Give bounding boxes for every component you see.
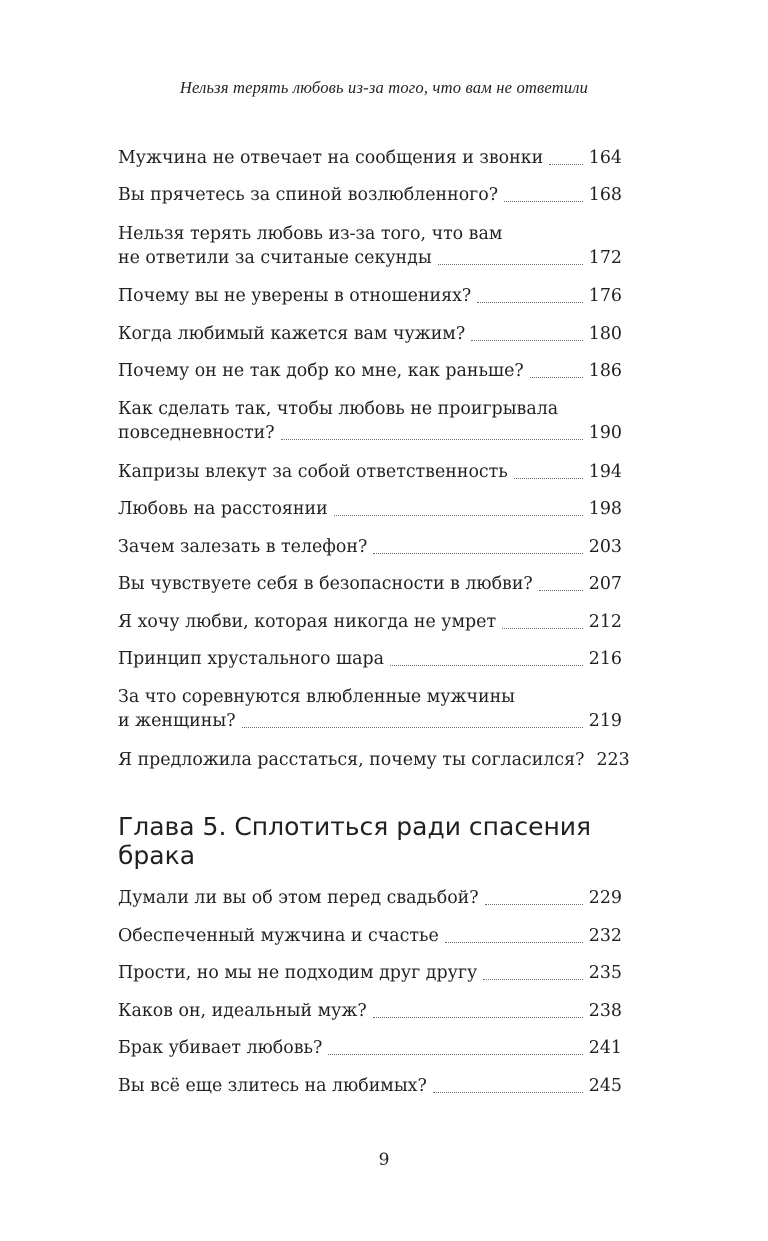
toc-entry-title: Капризы влекут за собой ответственность bbox=[118, 462, 508, 482]
dot-leader bbox=[373, 553, 583, 554]
toc-entry[interactable] bbox=[118, 359, 622, 383]
chapter-heading bbox=[118, 812, 638, 870]
toc-entry-page: 168 bbox=[588, 185, 622, 205]
toc-entry-page: 172 bbox=[588, 248, 622, 268]
toc-entry-title: Принцип хрустального шара bbox=[118, 649, 384, 669]
toc-entry[interactable] bbox=[118, 999, 622, 1023]
dot-leader bbox=[530, 377, 583, 378]
toc-entry-page: 190 bbox=[588, 423, 622, 443]
dot-leader bbox=[471, 340, 583, 341]
toc-entry[interactable] bbox=[118, 924, 622, 948]
toc-entry[interactable] bbox=[118, 460, 622, 484]
dot-leader bbox=[504, 201, 583, 202]
toc-entry-title: и женщины? bbox=[118, 711, 236, 731]
toc-entry-page: 219 bbox=[588, 711, 622, 731]
toc-entry-title-line1: Как сделать так, чтобы любовь не проигрывала bbox=[118, 399, 559, 419]
toc-entry-title: Я хочу любви, которая никогда не умрет bbox=[118, 612, 497, 632]
toc-entry-page: 203 bbox=[588, 537, 622, 557]
dot-leader bbox=[281, 439, 583, 440]
toc-entry[interactable] bbox=[118, 284, 622, 308]
page-number: 9 bbox=[378, 1150, 390, 1170]
toc-entry-title: Каков он, идеальный муж? bbox=[118, 1001, 367, 1021]
toc-entry-page: 229 bbox=[588, 888, 622, 908]
toc-entry-title: Когда любимый кажется вам чужим? bbox=[118, 324, 466, 344]
toc-entry-page: 207 bbox=[588, 574, 622, 594]
dot-leader bbox=[514, 478, 583, 479]
toc-entry-title: Думали ли вы об этом перед свадьбой? bbox=[118, 888, 479, 908]
toc-entry-page: 245 bbox=[588, 1076, 622, 1096]
dot-leader bbox=[502, 628, 583, 629]
toc-entry-title: Вы прячетесь за спиной возлюбленного? bbox=[118, 185, 499, 205]
toc-entry-title-line1: Нельзя терять любовь из-за того, что вам bbox=[118, 224, 503, 244]
toc-entry-title: не ответили за считаные секунды bbox=[118, 248, 432, 268]
toc-entry-title: Зачем залезать в телефон? bbox=[118, 537, 368, 557]
toc-entry[interactable] bbox=[118, 222, 622, 270]
toc-entry[interactable] bbox=[118, 572, 622, 596]
toc-entry-page: 186 bbox=[588, 361, 622, 381]
toc-entry-page: 180 bbox=[588, 324, 622, 344]
dot-leader bbox=[242, 727, 583, 728]
toc-entry[interactable] bbox=[118, 610, 622, 634]
toc-entry-title: повседневности? bbox=[118, 423, 275, 443]
toc-entry[interactable] bbox=[118, 748, 630, 772]
running-header: Нельзя терять любовь из-за того, что вам не ответили bbox=[179, 78, 589, 97]
toc-entry[interactable] bbox=[118, 1074, 622, 1098]
toc-entry-title: Вы всё еще злитесь на любимых? bbox=[118, 1076, 427, 1096]
toc-entry-page: 223 bbox=[596, 750, 630, 770]
dot-leader bbox=[539, 590, 583, 591]
toc-entry[interactable] bbox=[118, 961, 622, 985]
toc-entry-title: Прости, но мы не подходим друг другу bbox=[118, 963, 478, 983]
toc-entry-title: Вы чувствуете себя в безопасности в любви? bbox=[118, 574, 533, 594]
dot-leader bbox=[483, 979, 583, 980]
toc-entry[interactable] bbox=[118, 685, 622, 733]
toc-entry-title: Обеспеченный мужчина и счастье bbox=[118, 926, 439, 946]
toc-entry-title: Любовь на расстоянии bbox=[118, 499, 328, 519]
toc-entry-page: 232 bbox=[588, 926, 622, 946]
dot-leader bbox=[485, 904, 583, 905]
toc-entry-page: 194 bbox=[588, 462, 622, 482]
dot-leader bbox=[328, 1054, 583, 1055]
toc-entry-title: Почему он не так добр ко мне, как раньше? bbox=[118, 361, 524, 381]
toc-entry-page: 164 bbox=[588, 148, 622, 168]
toc-entry-title: Брак убивает любовь? bbox=[118, 1038, 323, 1058]
toc-entry-page: 216 bbox=[588, 649, 622, 669]
toc-entry[interactable] bbox=[118, 1036, 622, 1060]
dot-leader bbox=[438, 264, 583, 265]
chapter-heading-line1: Глава 5. Сплотиться ради спасения bbox=[118, 812, 592, 841]
toc-entry-page: 241 bbox=[588, 1038, 622, 1058]
toc-entry[interactable] bbox=[118, 647, 622, 671]
toc-entry[interactable] bbox=[118, 535, 622, 559]
dot-leader bbox=[549, 164, 583, 165]
toc-entry-title-line1: За что соревнуются влюбленные мужчины bbox=[118, 687, 516, 707]
toc-entry-page: 176 bbox=[588, 286, 622, 306]
dot-leader bbox=[334, 515, 583, 516]
toc-entry-page: 238 bbox=[588, 1001, 622, 1021]
toc-entry-page: 198 bbox=[588, 499, 622, 519]
dot-leader bbox=[477, 302, 583, 303]
toc-entry[interactable] bbox=[118, 322, 622, 346]
dot-leader bbox=[373, 1017, 583, 1018]
dot-leader bbox=[445, 942, 583, 943]
toc-entry[interactable] bbox=[118, 397, 622, 445]
dot-leader bbox=[433, 1092, 583, 1093]
toc-entry-title: Я предложила расстаться, почему ты согласился? bbox=[118, 750, 585, 770]
toc-entry[interactable] bbox=[118, 146, 622, 170]
toc-entry-title: Мужчина не отвечает на сообщения и звонки bbox=[118, 148, 544, 168]
toc-entry-title: Почему вы не уверены в отношениях? bbox=[118, 286, 472, 306]
toc-entry[interactable] bbox=[118, 886, 622, 910]
toc-entry[interactable] bbox=[118, 183, 622, 207]
dot-leader bbox=[390, 665, 583, 666]
toc-entry-page: 235 bbox=[588, 963, 622, 983]
chapter-heading-line2: брака bbox=[118, 841, 196, 870]
toc-entry-page: 212 bbox=[588, 612, 622, 632]
toc-entry[interactable] bbox=[118, 497, 622, 521]
